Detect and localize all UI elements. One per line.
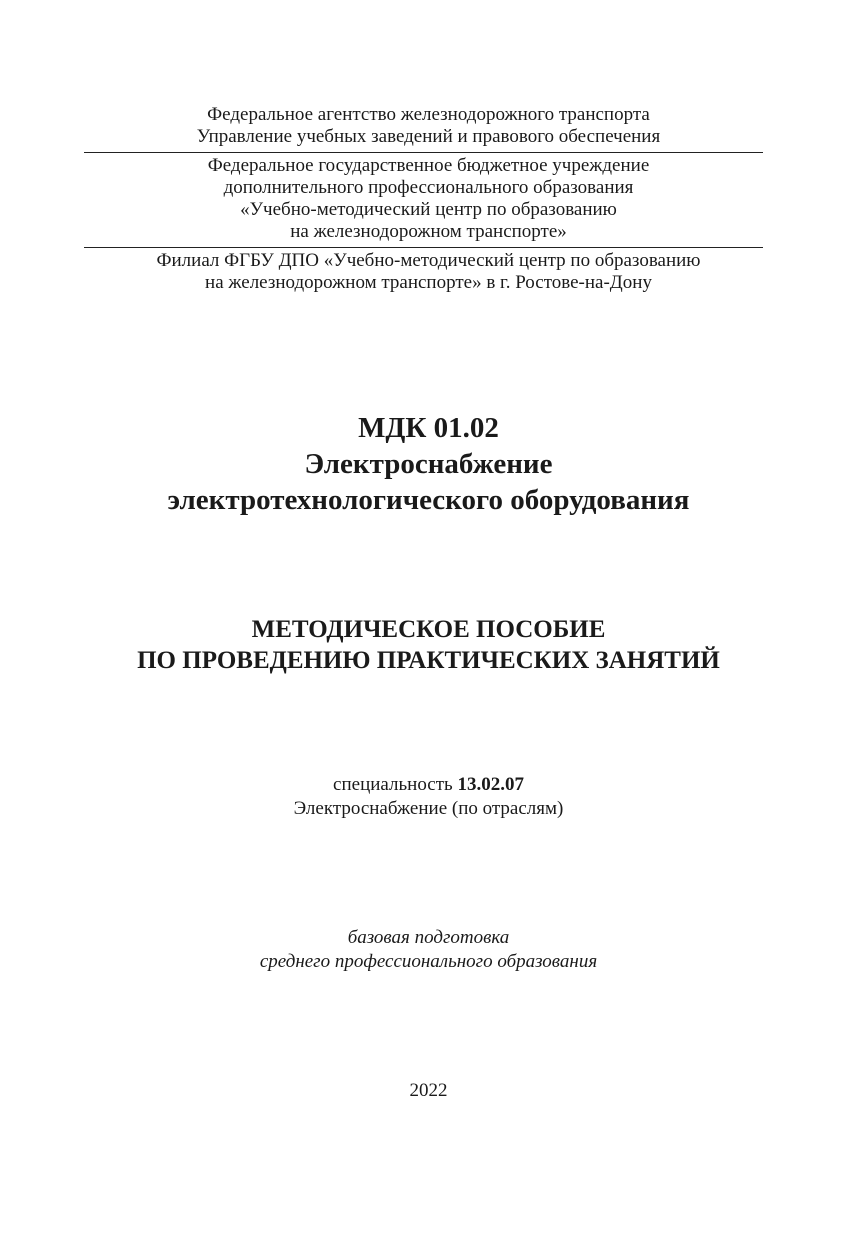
specialty: [0, 773, 857, 821]
agency-header: [0, 104, 857, 148]
course-code: МДК 01.02: [358, 412, 499, 444]
publication-year: 2022: [409, 1080, 448, 1101]
course-title-line-2: электротехнологического оборудования: [167, 484, 690, 516]
branch-line-1: Филиал ФГБУ ДПО «Учебно-методический центр по образованию: [156, 250, 701, 271]
specialty-label: специальность: [333, 774, 458, 795]
document-type: [0, 614, 857, 676]
course-title: [0, 410, 857, 518]
specialty-name: Электроснабжение (по отраслям): [293, 798, 564, 819]
specialty-line: [0, 773, 857, 797]
agency-name: Федеральное агентство железнодорожного транспорта: [207, 104, 650, 125]
education-level-line-2: среднего профессионального образования: [259, 951, 598, 972]
header-divider-top: [84, 152, 763, 153]
specialty-code: 13.02.07: [457, 774, 524, 795]
course-title-line-1: Электроснабжение: [304, 448, 553, 480]
header-divider-bottom: [84, 247, 763, 248]
institution-header: [0, 155, 857, 243]
branch-header: [0, 250, 857, 294]
institution-line-1: Федеральное государственное бюджетное учреждение: [207, 155, 650, 176]
institution-line-2: дополнительного профессионального образования: [223, 177, 634, 198]
education-level-line-1: базовая подготовка: [347, 927, 510, 948]
education-level: [0, 926, 857, 974]
agency-department: Управление учебных заведений и правового обеспечения: [196, 126, 661, 147]
institution-line-3: «Учебно-методический центр по образованию: [240, 199, 617, 220]
document-type-line-2: ПО ПРОВЕДЕНИЮ ПРАКТИЧЕСКИХ ЗАНЯТИЙ: [137, 647, 720, 674]
document-type-line-1: МЕТОДИЧЕСКОЕ ПОСОБИЕ: [251, 616, 606, 643]
branch-line-2: на железнодорожном транспорте» в г. Ростове-на-Дону: [205, 272, 652, 293]
institution-line-4: на железнодорожном транспорте»: [290, 221, 567, 242]
